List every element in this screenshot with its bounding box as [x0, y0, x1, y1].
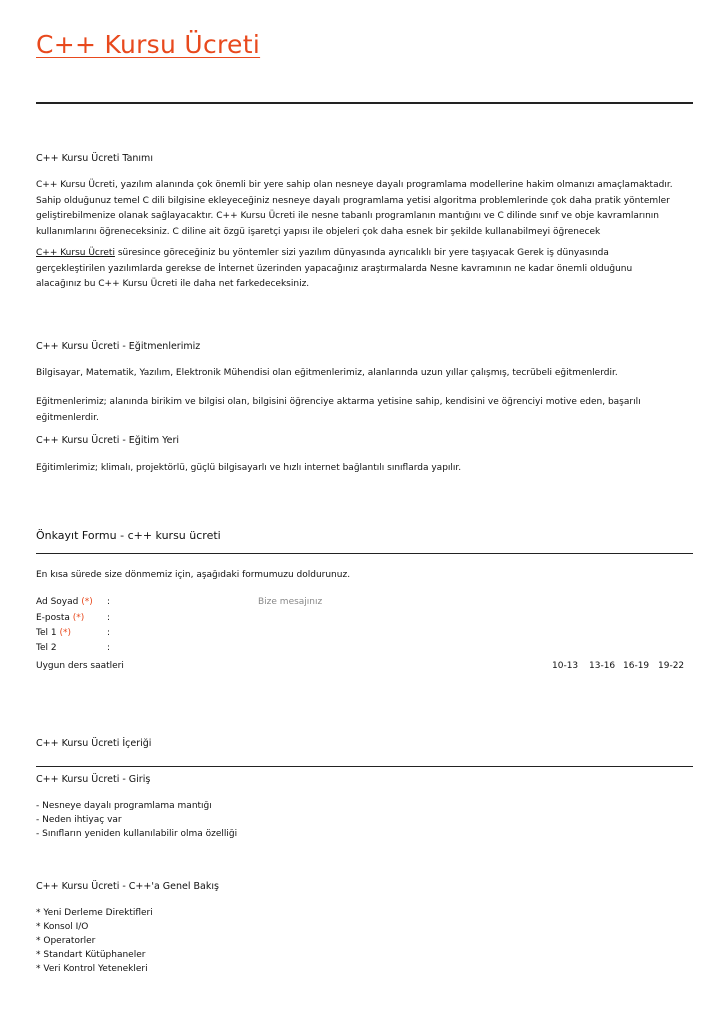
- icerik-divider: [36, 766, 693, 767]
- form-label-ad-soyad: Ad Soyad (*): [36, 597, 93, 607]
- subheading-giris: C++ Kursu Ücreti - Giriş: [36, 774, 151, 785]
- text-line: eğitmenlerdir.: [36, 412, 99, 423]
- text-line: C++ Kursu Ücreti, yazılım alanında çok önemli bir yere sahip olan nesneye dayalı programlama modellerine hakim olmanızı amaçlamaktadır.: [36, 180, 673, 190]
- list-item: * Standart Kütüphaneler: [36, 950, 146, 960]
- list-item: - Nesneye dayalı programlama mantığı: [36, 801, 212, 811]
- section-heading-icerik: C++ Kursu Ücreti İçeriği: [36, 738, 152, 749]
- hour-slot-13-16[interactable]: 13-16: [589, 661, 616, 671]
- text-line: Eğitmenlerimiz; alanında birikim ve bilgisi olan, bilgisini öğrenciye aktarma yetisine sahip, kendisini ve öğrenciyi motive eden, başarılı: [36, 397, 641, 407]
- form-field-eposta[interactable]: :: [107, 613, 111, 623]
- hours-label: Uygun ders saatleri: [36, 661, 124, 671]
- message-textarea[interactable]: Bize mesajınız: [258, 597, 323, 607]
- form-field-tel1[interactable]: :: [107, 628, 111, 638]
- text-line: geliştirebilmenize olanak sağlayacaktır. C++ Kursu Ücreti ile nesne tabanlı programlanın mantığını ve C dilinde sınıf ve obje kavramlarının: [36, 211, 659, 221]
- list-item: - Neden ihtiyaç var: [36, 815, 122, 825]
- text-line: [36, 246, 696, 262]
- text-line: Sahip olduğunuz temel C dili bilgisine ekleyeceğiniz nesneye dayalı programlama yetisi algoritma problemlerinde çok daha pratik yöntemler: [36, 195, 670, 206]
- list-item: * Yeni Derleme Direktifleri: [36, 908, 153, 918]
- section-heading-egitim-yeri: C++ Kursu Ücreti - Eğitim Yeri: [36, 435, 180, 446]
- required-mark: (*): [59, 628, 71, 638]
- list-item: - Sınıfların yeniden kullanılabilir olma özelliği: [36, 829, 238, 839]
- egitim-yeri-paragraph: Eğitimlerimiz; klimalı, projektörlü, güçlü bilgisayarlı ve hızlı internet bağlantılı sınıflarda yapılır.: [36, 463, 462, 473]
- form-field-ad-soyad[interactable]: :: [107, 597, 111, 607]
- text-line: gerçekleştirilen yazılımlarda gerekse de İnternet üzerinden yapacağınız araştırmalarda Nesne kavramının ne kadar önemli olduğunu: [36, 263, 633, 274]
- subheading-genel-bakis: C++ Kursu Ücreti - C++'a Genel Bakış: [36, 881, 219, 892]
- list-item: * Konsol I/O: [36, 922, 89, 932]
- required-mark: (*): [72, 613, 85, 623]
- hour-slot-10-13[interactable]: 10-13: [552, 661, 579, 671]
- form-label-tel1: Tel 1 (*): [36, 628, 71, 638]
- form-label-tel2: Tel 2: [36, 643, 57, 653]
- page-title: C++ Kursu Ücreti: [36, 30, 261, 59]
- form-field-tel2[interactable]: :: [107, 643, 111, 653]
- form-heading: Önkayıt Formu - c++ kursu ücreti: [36, 529, 221, 542]
- hour-slot-19-22[interactable]: 19-22: [658, 661, 685, 671]
- text-line: alacağınız bu C++ Kursu Ücreti ile daha net farkedeceksiniz.: [36, 279, 310, 289]
- required-mark: (*): [81, 597, 93, 607]
- text-line: kullanımlarını öğreneceksiniz. C diline ait özgü işaretçi yapısı ile objeleri çok daha esnek bir şekilde kullanabilmeyi öğrenecek: [36, 226, 601, 237]
- form-divider: [36, 553, 693, 554]
- egitmen-paragraph-1: Bilgisayar, Matematik, Yazılım, Elektronik Mühendisi olan eğitmenlerimiz, alanlarında uzun yıllar çalışmış, tecrübeli eğitmenlerdir.: [36, 368, 618, 378]
- text-line-rest: süresince göreceğiniz bu yöntemler sizi yazılım dünyasında ayrıcalıklı bir yere taşıyacak Gerek iş dünyasında: [114, 248, 609, 258]
- tanim-paragraph-1: [36, 178, 696, 240]
- list-item: * Operatorler: [36, 936, 96, 946]
- egitmen-paragraph-2: [36, 395, 696, 426]
- title-divider: [36, 102, 693, 104]
- hour-slot-16-19[interactable]: 16-19: [623, 661, 650, 671]
- section-heading-egitmenler: C++ Kursu Ücreti - Eğitmenlerimiz: [36, 341, 201, 352]
- form-label-eposta: E-posta (*): [36, 613, 85, 623]
- section-heading-tanim: C++ Kursu Ücreti Tanımı: [36, 153, 153, 164]
- genel-bakis-list: [36, 906, 696, 976]
- tanim-paragraph-2: [36, 246, 696, 293]
- giris-list: [36, 799, 696, 841]
- course-link[interactable]: C++ Kursu Ücreti: [36, 248, 115, 258]
- form-intro: En kısa sürede size dönmemiz için, aşağıdaki formumuzu doldurunuz.: [36, 570, 351, 580]
- list-item: * Veri Kontrol Yetenekleri: [36, 964, 148, 974]
